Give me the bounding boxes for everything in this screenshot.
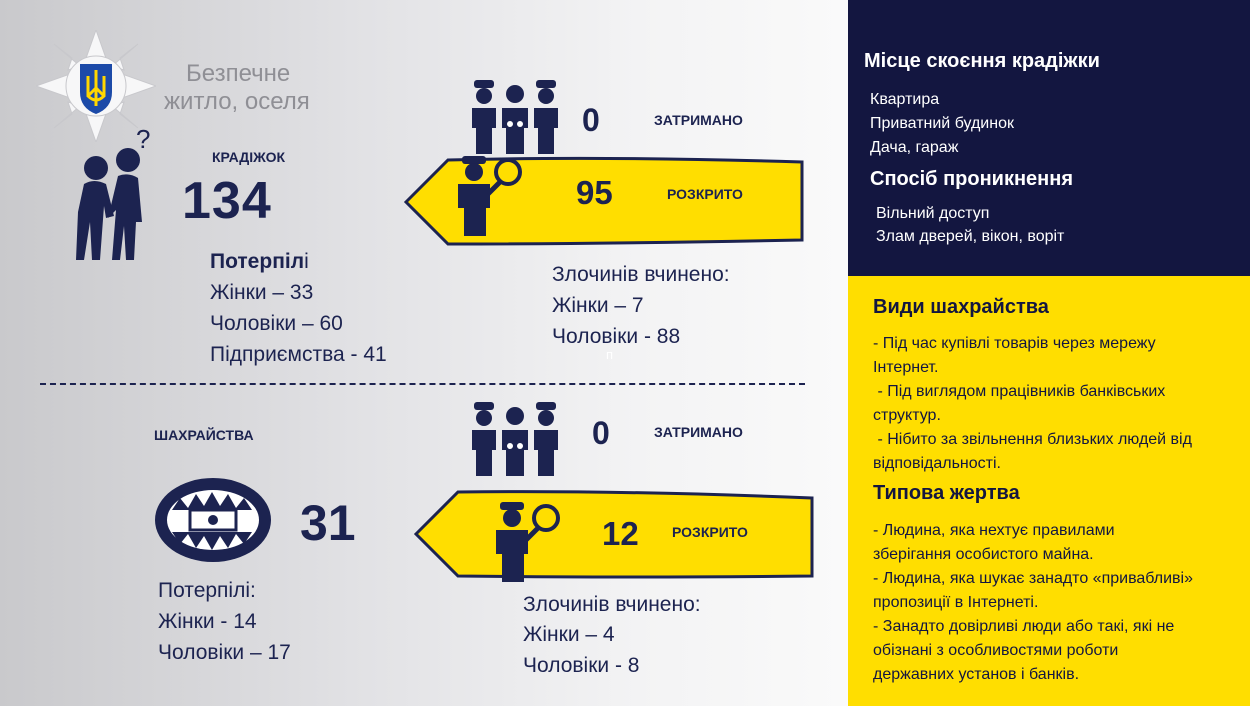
theft-info-panel [848, 0, 1250, 276]
thief-icon [64, 126, 156, 262]
theft-solved-label: РОЗКРИТО [667, 186, 743, 202]
section-divider [40, 383, 805, 385]
theft-detained-label: ЗАТРИМАНО [654, 112, 743, 128]
fraud-category-label: ШАХРАЙСТВА [154, 427, 254, 443]
theft-solved-count: 95 [576, 174, 613, 211]
fraud-victims-men: Чоловіки – 17 [158, 641, 291, 664]
theft-victims-men: Чоловіки – 60 [210, 312, 343, 335]
fraud-type-line: структур. [873, 407, 941, 424]
police-magnifier-icon [456, 152, 528, 236]
fraud-type-line: - Нібито за звільнення близьких людей від [873, 431, 1192, 448]
victim-type-line: обізнані з особливостями роботи [873, 642, 1119, 659]
fraud-victims-title: Потерпілі: [158, 579, 256, 602]
fraud-solved-count: 12 [602, 515, 639, 552]
theft-victims-women: Жінки – 33 [210, 281, 314, 304]
svg-text:?: ? [136, 126, 151, 154]
fraud-type-line: - Під виглядом працівників банківських [873, 383, 1166, 400]
place-item: Квартира [870, 91, 940, 108]
theft-total: 134 [182, 172, 272, 230]
fraud-types-title: Види шахрайства [873, 296, 1049, 318]
theft-offenders-title: Злочинів вчинено: [552, 263, 730, 286]
place-item: Приватний будинок [870, 115, 1014, 132]
theft-victims-enterprises: Підприємства - 41 [210, 343, 387, 366]
fraud-type-line: відповідальності. [873, 455, 1001, 472]
victim-title: Типова жертва [873, 482, 1020, 504]
fraud-total: 31 [300, 495, 356, 551]
fraud-offenders-title: Злочинів вчинено: [523, 593, 701, 616]
fraud-solved-label: РОЗКРИТО [672, 524, 748, 540]
method-item: Злам дверей, вікон, воріт [876, 228, 1065, 245]
money-trap-icon [152, 474, 274, 566]
fraud-detained-count: 0 [592, 415, 610, 451]
victim-type-line: державних установ і банків. [873, 666, 1080, 683]
victim-type-line: - Людина, яка нехтує правилами [873, 522, 1115, 539]
theft-offenders-women: Жінки – 7 [552, 294, 644, 317]
detained-police-icon [470, 400, 560, 478]
method-title: Спосіб проникнення [870, 168, 1073, 190]
theft-offenders-men: Чоловіки - 88 [552, 325, 681, 348]
fraud-info-panel [848, 276, 1250, 706]
detained-police-icon [470, 78, 560, 156]
method-item: Вільний доступ [876, 205, 990, 222]
fraud-offenders-men: Чоловіки - 8 [523, 654, 640, 677]
police-magnifier-icon [494, 498, 566, 582]
victim-type-line: - Занадто довірливі люди або такі, які не [873, 618, 1175, 635]
stray-mark: п [606, 347, 614, 362]
fraud-type-line: Інтернет. [873, 359, 939, 376]
fraud-type-line: - Під час купівлі товарів через мережу [873, 335, 1156, 352]
place-title: Місце скоєння крадіжки [864, 50, 1100, 72]
theft-victims-title: Потерпілі [210, 250, 309, 273]
victim-type-line: - Людина, яка шукає занадто «привабливі» [873, 570, 1193, 587]
theft-detained-count: 0 [582, 102, 600, 138]
fraud-offenders-women: Жінки – 4 [523, 623, 615, 646]
header-title-line2: житло, оселя [164, 88, 310, 115]
header-title-line1: Безпечне [186, 60, 291, 87]
fraud-victims-women: Жінки - 14 [158, 610, 257, 633]
victim-type-line: зберігання особистого майна. [873, 546, 1094, 563]
theft-category-label: КРАДІЖОК [212, 149, 286, 165]
place-item: Дача, гараж [870, 139, 959, 156]
victim-type-line: пропозиції в Інтернеті. [873, 594, 1039, 611]
fraud-detained-label: ЗАТРИМАНО [654, 424, 743, 440]
